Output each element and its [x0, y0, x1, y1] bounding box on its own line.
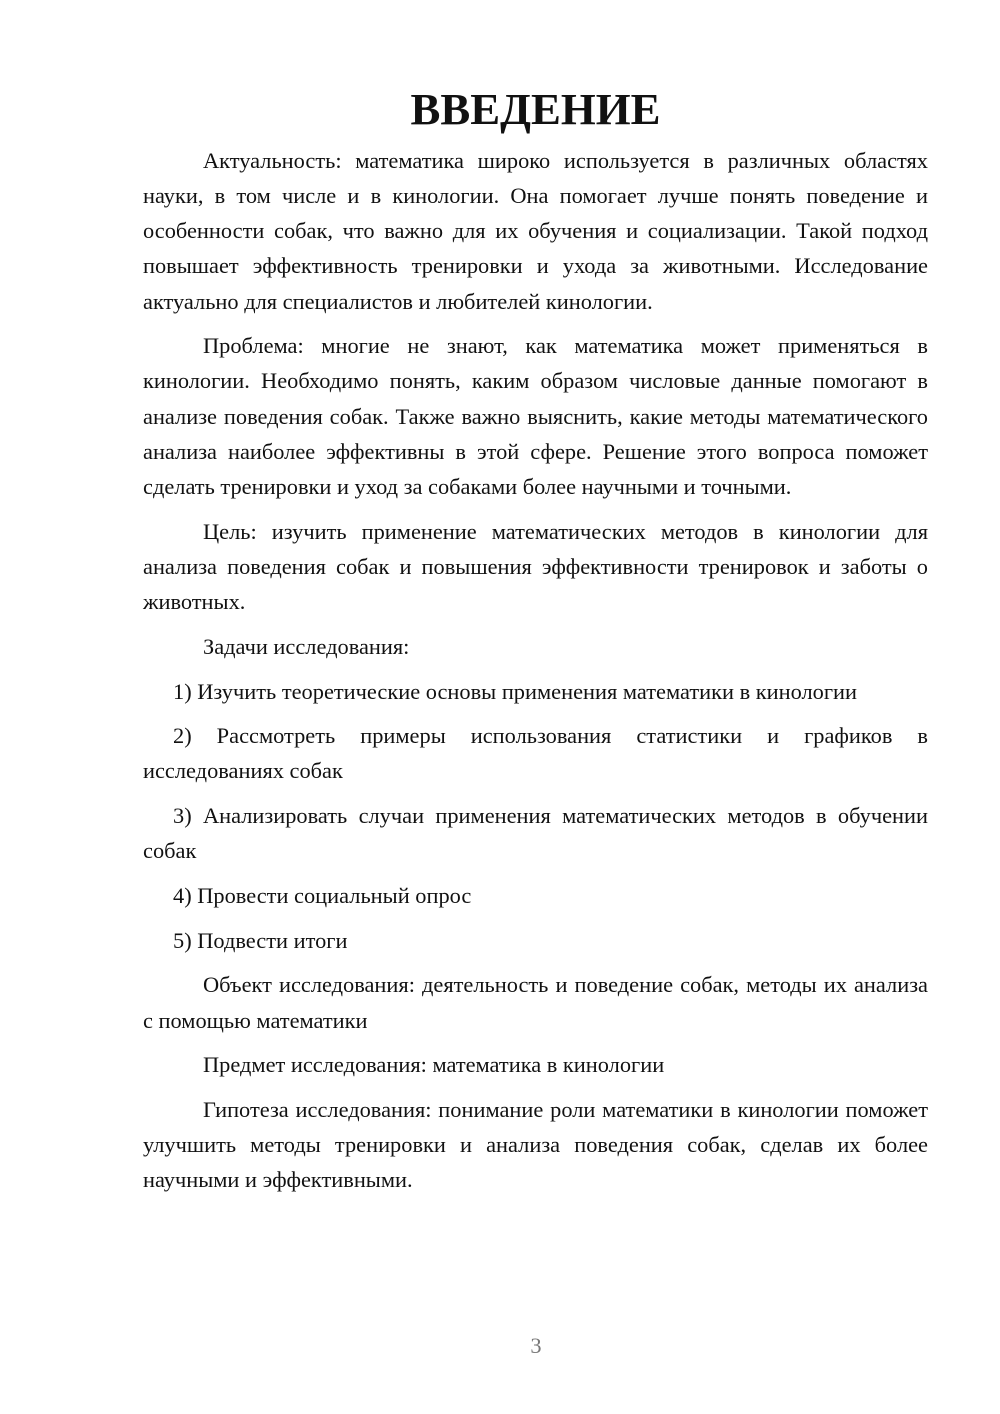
list-item: 1) Изучить теоретические основы применения математики в кинологии	[173, 678, 857, 704]
page-number: 3	[530, 1333, 542, 1358]
list-item: 5) Подвести итоги	[173, 927, 348, 953]
tasks-list	[143, 674, 928, 958]
goal-paragraph: Цель: изучить применение математических методов в кинологии для анализа поведения собак и повышения эффективности тренировок и заботы о животных.	[143, 518, 928, 615]
hypothesis-paragraph: Гипотеза исследования: понимание роли математики в кинологии поможет улучшить методы тренировки и анализа поведения собак, сделав их более научными и эффективными.	[143, 1097, 928, 1193]
list-item: 3) Анализировать случаи применения математических методов в обучении собак	[143, 803, 928, 864]
problem-paragraph: Проблема: многие не знают, как математика может применяться в кинологии. Необходимо понять, каким образом числовые данные помогают в анализе поведения собак. Также важно выяснить, какие методы математического анализа наиболее эффективны в этой сфере. Решение этого вопроса поможет сделать тренировки и уход за собаками более научными и точными.	[143, 333, 928, 500]
object-paragraph: Объект исследования: деятельность и поведение собак, методы их анализа с помощью математики	[143, 972, 928, 1033]
list-item: 2) Рассмотреть примеры использования статистики и графиков в исследованиях собак	[143, 723, 928, 784]
page-content	[143, 84, 928, 1198]
tasks-heading: Задачи исследования:	[203, 633, 410, 659]
subject-paragraph: Предмет исследования: математика в кинологии	[203, 1052, 665, 1078]
page-title: ВВЕДЕНИЕ	[410, 84, 661, 134]
relevance-paragraph: Актуальность: математика широко используется в различных областях науки, в том числе и в кинологии. Она помогает лучше понять поведение и особенности собак, что важно для их обучения и социализации. Такой подход повышает эффективность тренировки и ухода за животными. Исследование актуально для специалистов и любителей кинологии.	[143, 147, 928, 314]
list-item: 4) Провести социальный опрос	[173, 883, 472, 909]
